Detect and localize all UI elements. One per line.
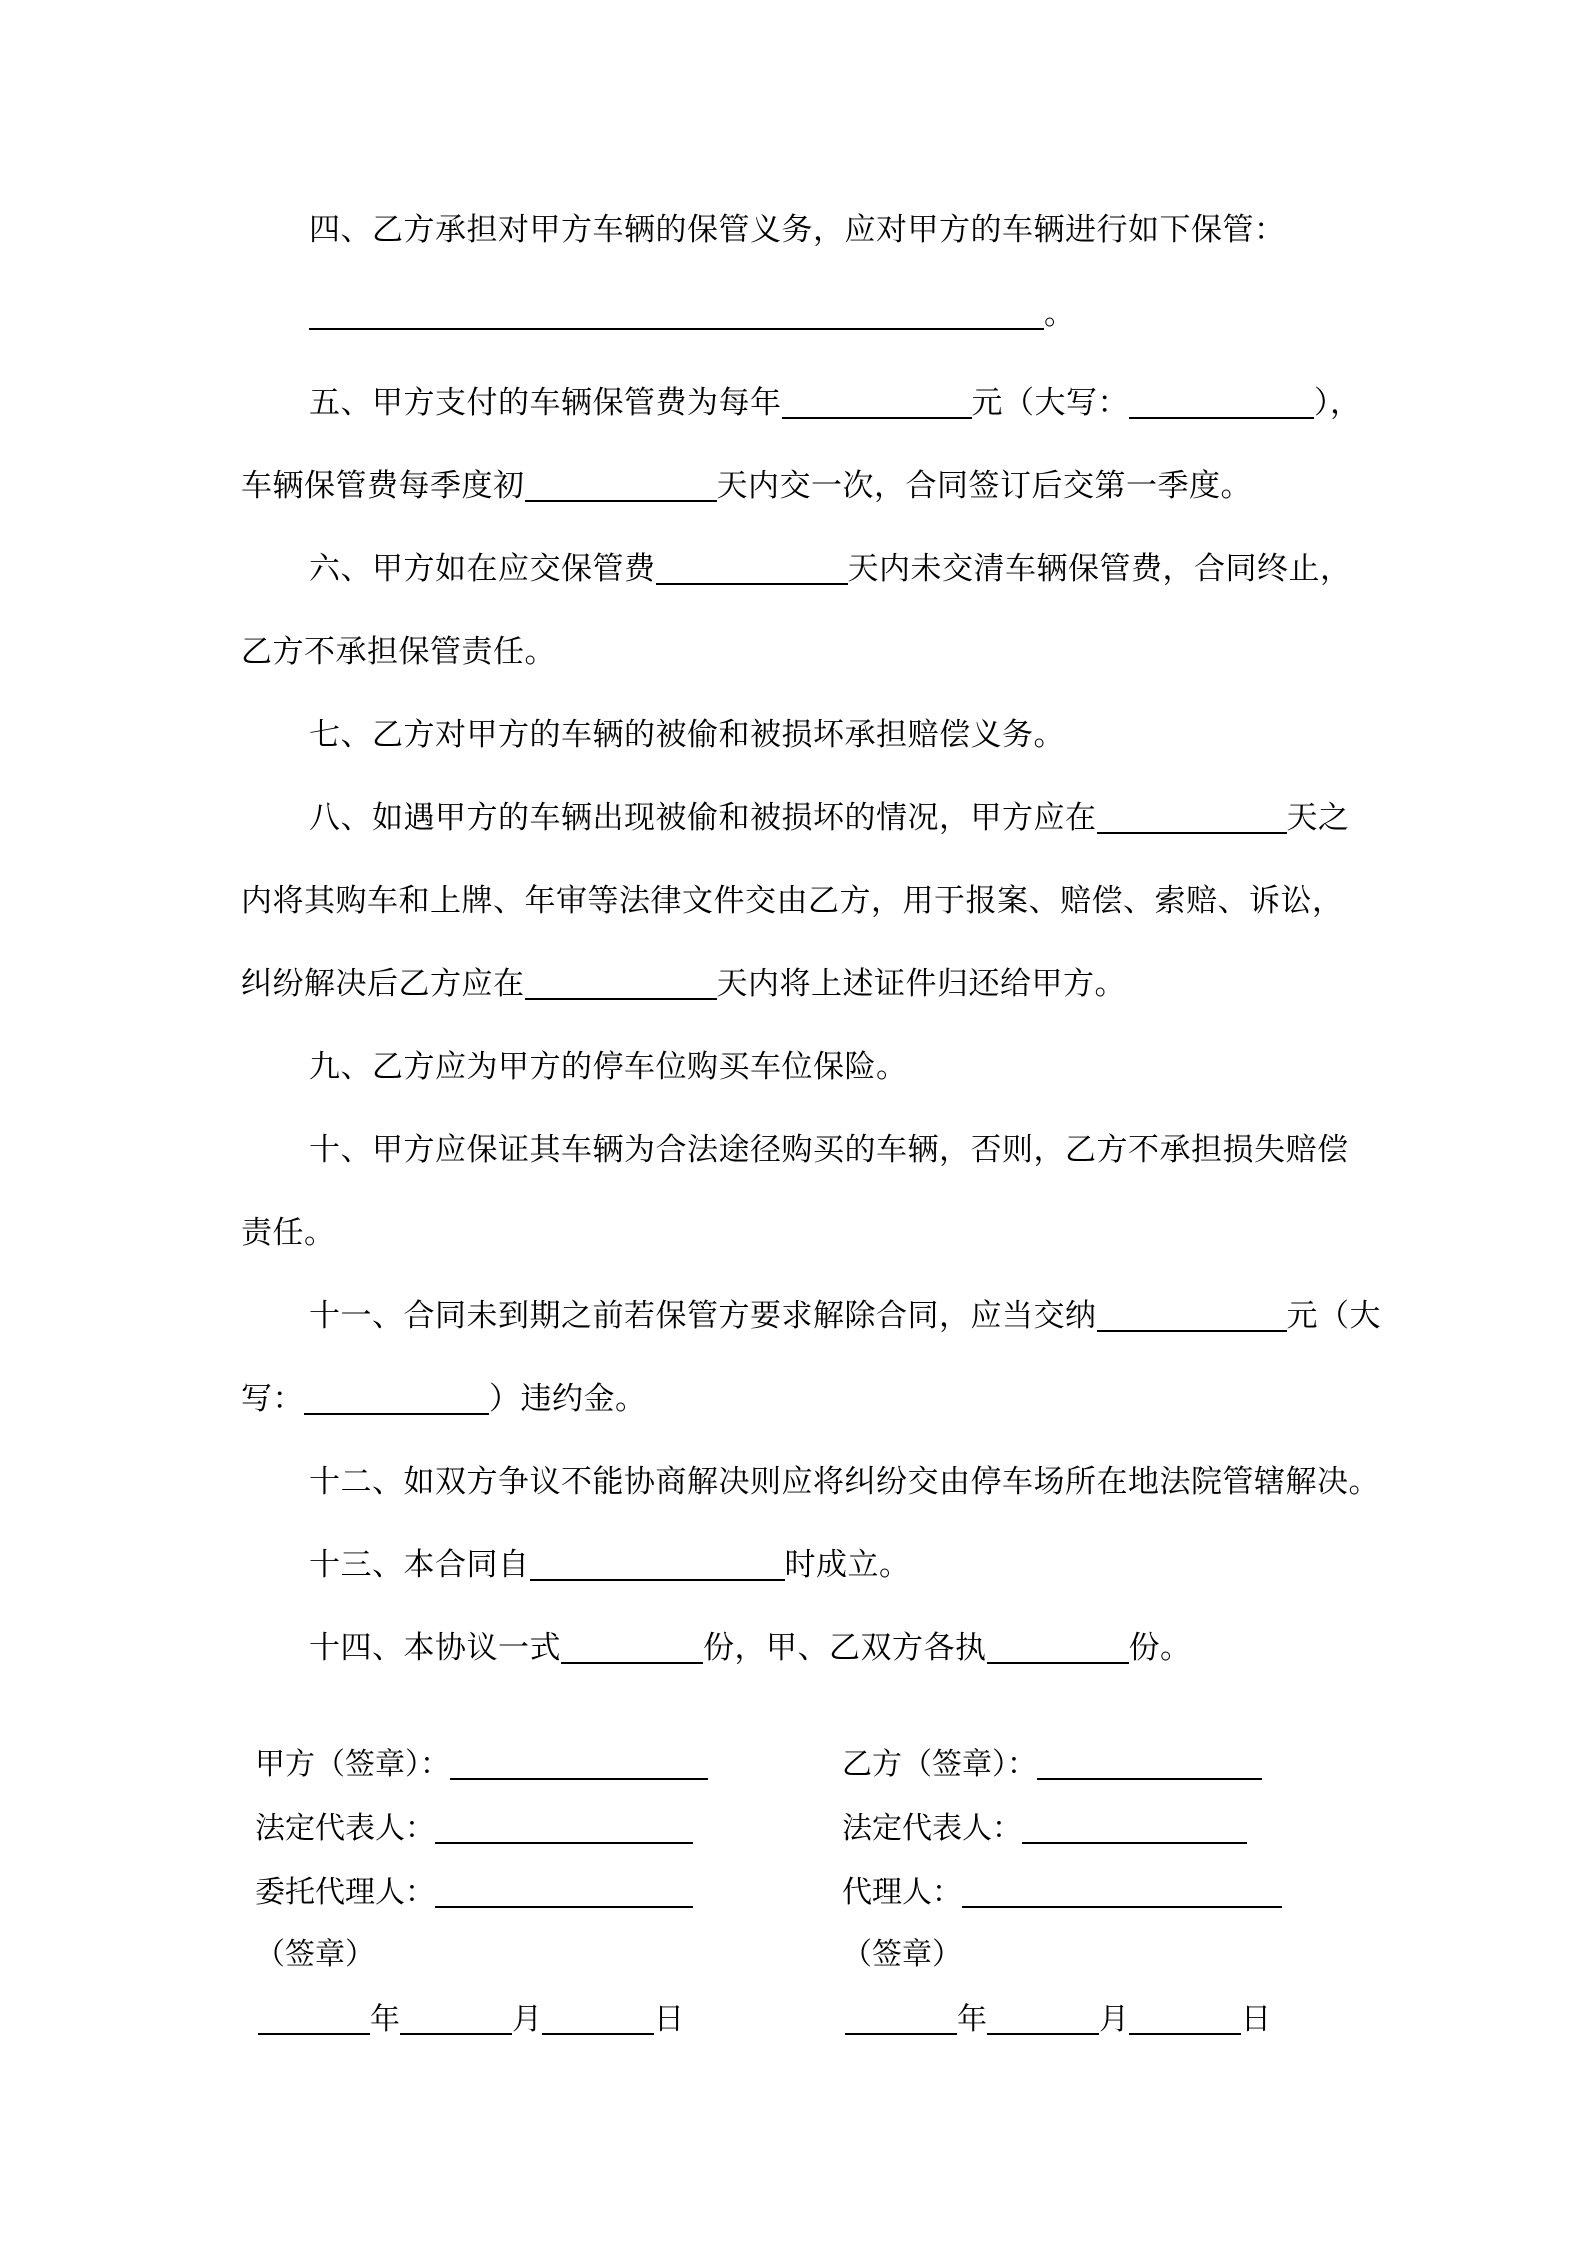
party-b-sign-row xyxy=(842,1745,1262,1785)
clause-11-line-1 xyxy=(309,1296,1381,1336)
clause-5-line-1 xyxy=(309,383,1362,423)
clause-12-text: 十二、如双方争议不能协商解决则应将纠纷交由停车场所在地法院管辖解决。 xyxy=(309,1464,1380,1500)
clause-14-part-a: 十四、本协议一式 xyxy=(309,1630,561,1666)
blank-custody-terms[interactable] xyxy=(309,300,1044,330)
party-b-agent-row xyxy=(842,1873,1282,1913)
blank-payment-days[interactable] xyxy=(525,472,717,502)
party-a-date-row xyxy=(258,2000,684,2040)
party-a-sign-label: 甲方（签章）： xyxy=(255,1747,450,1782)
clause-5-line-2 xyxy=(241,466,1252,506)
clause-4-fill-line xyxy=(309,294,1076,334)
party-a-year-label: 年 xyxy=(370,2002,400,2037)
clause-7-text: 七、乙方对甲方的车辆的被偷和被损坏承担赔偿义务。 xyxy=(309,717,1065,753)
party-a-rep-field[interactable] xyxy=(435,1816,693,1844)
party-a-agent-row xyxy=(255,1873,693,1913)
clause-5-part-d: 车辆保管费每季度初 xyxy=(241,468,525,504)
clause-7 xyxy=(309,715,1065,755)
clause-11-part-c: 写： xyxy=(241,1381,304,1417)
clause-10-line-1 xyxy=(309,1130,1349,1170)
blank-copies-each[interactable] xyxy=(987,1634,1129,1664)
party-a-day-field[interactable] xyxy=(542,2007,654,2035)
clause-10-line-2 xyxy=(241,1213,336,1253)
party-a-day-label: 日 xyxy=(654,2002,684,2037)
party-a-agent-label: 委托代理人： xyxy=(255,1875,435,1910)
party-b-rep-field[interactable] xyxy=(1022,1816,1247,1844)
clause-14-part-b: 份，甲、乙双方各执 xyxy=(703,1630,987,1666)
party-b-day-field[interactable] xyxy=(1129,2007,1241,2035)
clause-9-text: 九、乙方应为甲方的停车位购买车位保险。 xyxy=(309,1049,908,1085)
clause-12 xyxy=(309,1462,1380,1502)
party-b-year-label: 年 xyxy=(957,2002,987,2037)
party-a-agent-field[interactable] xyxy=(435,1880,693,1908)
clause-13 xyxy=(309,1545,911,1585)
clause-8-part-e: 天内将上述证件归还给甲方。 xyxy=(716,966,1126,1002)
blank-penalty-amount-words[interactable] xyxy=(304,1385,489,1415)
party-b-agent-field[interactable] xyxy=(962,1880,1282,1908)
blank-copies-total[interactable] xyxy=(561,1634,703,1664)
party-a-sign-row xyxy=(255,1745,708,1785)
clause-13-part-b: 时成立。 xyxy=(784,1547,911,1583)
clause-4-end: 。 xyxy=(1044,296,1076,332)
party-a-rep-label: 法定代表人： xyxy=(255,1811,435,1846)
party-b-date-row xyxy=(845,2000,1271,2040)
clause-11-part-b: 元（大 xyxy=(1286,1298,1381,1334)
blank-annual-fee-words[interactable] xyxy=(1129,389,1314,419)
party-a-month-label: 月 xyxy=(512,2002,542,2037)
clause-10-part-b: 责任。 xyxy=(241,1215,336,1251)
clause-6-line-2 xyxy=(241,632,556,672)
blank-return-days[interactable] xyxy=(525,970,717,1000)
clause-9 xyxy=(309,1047,908,1087)
clause-4-text: 四、乙方承担对甲方车辆的保管义务，应对甲方的车辆进行如下保管： xyxy=(309,212,1286,248)
party-b-seal-label: （签章） xyxy=(842,1937,962,1972)
clause-13-part-a: 十三、本合同自 xyxy=(309,1547,530,1583)
party-b-rep-label: 法定代表人： xyxy=(842,1811,1022,1846)
clause-8-part-b: 天之 xyxy=(1286,800,1350,836)
clause-11-part-a: 十一、合同未到期之前若保管方要求解除合同，应当交纳 xyxy=(309,1298,1097,1334)
clause-8-part-d: 纠纷解决后乙方应在 xyxy=(241,966,525,1002)
clause-10-part-a: 十、甲方应保证其车辆为合法途径购买的车辆，否则，乙方不承担损失赔偿 xyxy=(309,1132,1349,1168)
party-b-seal-row xyxy=(842,1935,962,1975)
blank-annual-fee[interactable] xyxy=(782,389,972,419)
clause-14-part-c: 份。 xyxy=(1128,1630,1192,1666)
clause-6-part-a: 六、甲方如在应交保管费 xyxy=(309,551,656,587)
party-b-year-field[interactable] xyxy=(845,2007,957,2035)
party-a-seal-label: （签章） xyxy=(255,1937,375,1972)
clause-8-part-a: 八、如遇甲方的车辆出现被偷和被损坏的情况，甲方应在 xyxy=(309,800,1097,836)
party-a-month-field[interactable] xyxy=(400,2007,512,2035)
party-b-agent-label: 代理人： xyxy=(842,1875,962,1910)
clause-6-part-c: 乙方不承担保管责任。 xyxy=(241,634,556,670)
clause-14 xyxy=(309,1628,1192,1668)
party-b-month-field[interactable] xyxy=(987,2007,1099,2035)
blank-effective-time[interactable] xyxy=(530,1551,785,1581)
clause-11-line-2 xyxy=(241,1379,647,1419)
party-b-month-label: 月 xyxy=(1099,2002,1129,2037)
clause-5-part-b: 元（大写： xyxy=(971,385,1129,421)
party-b-sign-field[interactable] xyxy=(1037,1752,1262,1780)
party-a-sign-field[interactable] xyxy=(450,1752,708,1780)
clause-8-part-c: 内将其购车和上牌、年审等法律文件交由乙方，用于报案、赔偿、索赔、诉讼， xyxy=(241,883,1344,919)
party-b-sign-label: 乙方（签章）： xyxy=(842,1747,1037,1782)
party-b-day-label: 日 xyxy=(1241,2002,1271,2037)
clause-11-part-d: ）违约金。 xyxy=(489,1381,647,1417)
clause-8-line-1 xyxy=(309,798,1350,838)
clause-4 xyxy=(309,210,1286,250)
blank-overdue-days[interactable] xyxy=(656,555,848,585)
clause-6-part-b: 天内未交清车辆保管费，合同终止， xyxy=(847,551,1352,587)
clause-8-line-3 xyxy=(241,964,1126,1004)
blank-submit-days[interactable] xyxy=(1097,804,1287,834)
clause-8-line-2 xyxy=(241,881,1344,921)
party-b-rep-row xyxy=(842,1809,1247,1849)
clause-5-part-c: ）， xyxy=(1314,385,1362,421)
party-a-seal-row xyxy=(255,1935,375,1975)
clause-5-part-a: 五、甲方支付的车辆保管费为每年 xyxy=(309,385,782,421)
clause-5-part-e: 天内交一次，合同签订后交第一季度。 xyxy=(716,468,1252,504)
clause-6-line-1 xyxy=(309,549,1352,589)
party-a-rep-row xyxy=(255,1809,693,1849)
party-a-year-field[interactable] xyxy=(258,2007,370,2035)
blank-penalty-amount[interactable] xyxy=(1097,1302,1287,1332)
